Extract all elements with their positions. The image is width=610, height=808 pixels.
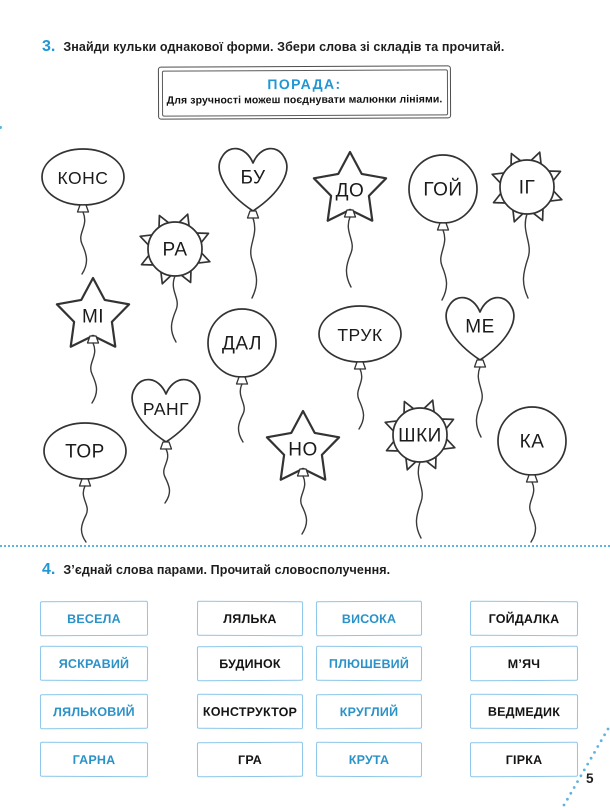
word-box[interactable]: ГАРНА <box>40 742 148 778</box>
balloon-КОНС[interactable] <box>42 149 124 274</box>
balloon-ІГ[interactable] <box>492 152 562 298</box>
word-box[interactable]: ЛЯЛЬКОВИЙ <box>40 694 148 730</box>
balloon-label: ТРУК <box>337 325 383 345</box>
exercise4-header <box>42 561 390 579</box>
balloon-knot <box>80 479 91 486</box>
balloon-string <box>476 367 482 437</box>
balloon-knot <box>248 211 259 218</box>
tip-box <box>158 65 451 119</box>
balloon-label: МЕ <box>465 316 495 338</box>
balloon-ГОЙ[interactable] <box>409 155 477 300</box>
balloon-ШКИ[interactable] <box>385 400 455 538</box>
balloon-label: ГОЙ <box>423 179 463 201</box>
balloon-РАНГ[interactable] <box>132 380 200 503</box>
balloon-string <box>346 217 352 287</box>
balloon-label: НО <box>288 439 318 461</box>
exercise4-number: 4. <box>42 561 56 578</box>
balloon-string <box>523 214 529 298</box>
balloon-label: КА <box>519 431 545 453</box>
exercise3-number: 3. <box>42 38 56 55</box>
word-box[interactable]: ВЕСЕЛА <box>40 601 148 637</box>
balloon-ТОР[interactable] <box>44 423 126 542</box>
balloon-label: ТОР <box>65 441 105 463</box>
balloon-string <box>358 369 364 429</box>
balloon-string <box>238 384 244 442</box>
balloon-string <box>171 276 177 342</box>
balloon-string <box>301 476 307 534</box>
corner-dots-decoration <box>548 726 610 808</box>
balloon-label: ІГ <box>518 177 536 199</box>
balloon-МЕ[interactable] <box>446 298 514 437</box>
balloon-string <box>91 343 97 403</box>
balloon-label: БУ <box>240 167 266 189</box>
exercise4-title: З’єднай слова парами. Прочитай словосполучення. <box>63 563 391 577</box>
balloon-label: ДАЛ <box>222 333 262 355</box>
balloon-ДАЛ[interactable] <box>208 309 276 442</box>
balloon-string <box>441 230 447 300</box>
balloon-label: РАНГ <box>142 399 190 419</box>
word-box[interactable]: БУДИНОК <box>197 646 303 682</box>
word-box[interactable]: КРУТА <box>316 742 422 778</box>
tip-box-inner-frame <box>161 69 447 116</box>
word-box[interactable]: КРУГЛИЙ <box>316 694 422 730</box>
exercise3-header <box>42 38 504 56</box>
exercise3-title: Знайди кульки однакової форми. Збери слова зі складів та прочитай. <box>63 40 505 54</box>
balloon-label: ШКИ <box>398 425 442 447</box>
balloon-knot <box>78 205 89 212</box>
balloon-КА[interactable] <box>498 407 566 542</box>
tip-title: ПОРАДА: <box>267 75 342 92</box>
balloon-label: КОНС <box>57 168 109 188</box>
word-box[interactable]: ГРА <box>197 742 303 778</box>
balloon-НО[interactable] <box>267 411 339 534</box>
balloon-knot <box>527 475 538 482</box>
section-divider <box>0 545 610 547</box>
balloon-label: ДО <box>335 180 365 202</box>
tip-text: Для зручності можеш поєднувати малюнки лініями. <box>166 92 443 107</box>
balloon-РА[interactable] <box>140 214 210 342</box>
balloon-string <box>164 449 170 503</box>
page-number: 5 <box>586 771 594 786</box>
word-box[interactable]: М’ЯЧ <box>470 646 578 682</box>
balloon-string <box>251 218 257 298</box>
word-box[interactable]: КОНСТРУКТОР <box>197 694 303 730</box>
balloon-knot <box>355 362 366 369</box>
balloon-string <box>81 212 87 274</box>
word-box[interactable]: ВЕДМЕДИК <box>470 694 578 730</box>
balloon-МІ[interactable] <box>57 278 129 403</box>
word-box[interactable]: ЛЯЛЬКА <box>197 601 303 637</box>
balloon-label: МІ <box>81 306 105 328</box>
balloon-knot <box>438 223 449 230</box>
balloon-ДО[interactable] <box>314 152 386 287</box>
balloon-knot <box>237 377 248 384</box>
word-box[interactable]: ПЛЮШЕВИЙ <box>316 646 422 682</box>
balloon-knot <box>345 210 356 217</box>
word-box[interactable]: ВИСОКА <box>316 601 422 637</box>
balloon-knot <box>88 336 99 343</box>
word-box[interactable]: ЯСКРАВИЙ <box>40 646 148 682</box>
balloon-knot <box>475 360 486 367</box>
balloon-label: РА <box>162 239 188 261</box>
word-box[interactable]: ГІРКА <box>470 742 578 778</box>
balloon-knot <box>298 469 309 476</box>
balloon-БУ[interactable] <box>219 149 287 298</box>
balloon-string <box>530 482 536 542</box>
balloon-string <box>416 462 422 538</box>
balloon-ТРУК[interactable] <box>319 306 401 429</box>
edge-dot-decoration <box>0 126 2 129</box>
balloon-string <box>81 486 87 542</box>
balloon-knot <box>161 442 172 449</box>
word-box[interactable]: ГОЙДАЛКА <box>470 601 578 637</box>
